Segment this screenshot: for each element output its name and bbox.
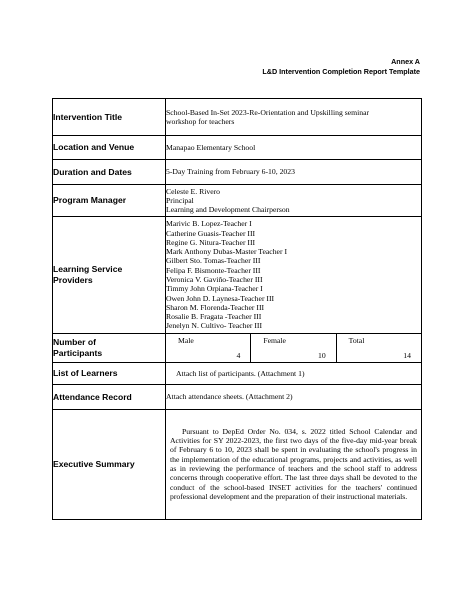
row-intervention-title <box>53 99 422 136</box>
attendance-label: Attendance Record <box>53 385 166 410</box>
program-manager-line: Celeste E. Rivero <box>166 186 221 196</box>
provider-item: Gilbert Sto. Tomas-Teacher III <box>166 256 261 266</box>
male-label: Male <box>178 336 194 345</box>
provider-item: Regine G. Nitura-Teacher III <box>166 237 256 247</box>
total-count: 14 <box>403 350 411 360</box>
intervention-title-label: Intervention Title <box>53 99 166 136</box>
provider-item: Sharon M. Florenda-Teacher III <box>166 302 265 312</box>
template-title: L&D Intervention Completion Report Template <box>262 67 420 76</box>
row-location <box>53 136 422 160</box>
female-label: Female <box>263 336 286 345</box>
page-header <box>262 57 420 77</box>
female-cell <box>251 334 336 362</box>
intervention-title-value <box>166 99 422 136</box>
attendance-value: Attach attendance sheets. (Attachment 2) <box>166 385 422 410</box>
row-duration <box>53 160 422 185</box>
annex-label: Annex A <box>391 57 420 66</box>
provider-item: Veronica V. Gaviño-Teacher III <box>166 275 263 284</box>
provider-item: Marivic B. Lopez-Teacher I <box>166 219 252 229</box>
program-manager-line: Principal <box>166 195 194 205</box>
provider-item: Rosalie B. Fragata -Teacher III <box>166 312 262 322</box>
service-providers-label-line-1: Learning Service <box>53 264 123 274</box>
row-learners <box>53 363 422 385</box>
service-providers-value <box>166 217 422 334</box>
service-providers-label <box>53 217 166 334</box>
total-cell <box>337 334 421 362</box>
learners-label: List of Learners <box>53 363 166 385</box>
provider-item: Jenelyn N. Cultivo- Teacher III <box>166 321 263 331</box>
program-manager-line: Learning and Development Chairperson <box>166 205 290 215</box>
service-providers-label-line-2: Providers <box>53 275 93 285</box>
duration-value: 5-Day Training from February 6-10, 2023 <box>166 160 422 185</box>
report-table <box>52 98 422 520</box>
provider-item: Mark Anthony Dubas-Master Teacher I <box>166 247 288 257</box>
provider-item: Timmy John Orpiana-Teacher I <box>166 284 263 294</box>
executive-summary-value: Pursuant to DepEd Order No. 034, s. 2022 titled School Calendar and Activities for SY 2022-2023, the first two days of the five-day mid-year break of February 6 to 10, 2023 shall be spent in evaluating the school's progress in the implementation of the educational programs, projects and activities, as well as in reviewing the performance of teachers and the school staff to address concerns through cooperative effort. The last three days shall be devoted to the conduct of the school-based INSET activities for the teachers' continued professional development and the preparation of their instructional materials. <box>166 410 422 520</box>
location-label: Location and Venue <box>53 136 166 160</box>
row-service-providers <box>53 217 422 334</box>
participants-grid <box>166 334 421 362</box>
participants-value <box>166 334 422 363</box>
participants-label-line-1: Number of <box>53 337 96 347</box>
participants-label <box>53 334 166 363</box>
provider-item: Owen John D. Laynesa-Teacher III <box>166 293 275 303</box>
intervention-title-line-1: School-Based In-Set 2023-Re-Orientation and Upskilling seminar <box>166 107 370 117</box>
learners-value: Attach list of participants. (Attachment 1) <box>166 363 422 385</box>
female-count: 10 <box>317 350 326 360</box>
male-count: 4 <box>236 350 241 360</box>
total-label: Total <box>348 336 365 345</box>
provider-item: Felipa F. Bismonte-Teacher III <box>166 265 261 275</box>
row-program-manager <box>53 185 422 217</box>
program-manager-label: Program Manager <box>53 185 166 217</box>
program-manager-value <box>166 185 422 217</box>
provider-item: Catherine Guasis-Teacher III <box>166 228 256 238</box>
executive-summary-label: Executive Summary <box>53 410 166 520</box>
participants-label-line-2: Participants <box>53 348 103 358</box>
male-cell <box>166 334 251 362</box>
duration-label: Duration and Dates <box>53 160 166 185</box>
intervention-title-line-2: workshop for teachers <box>166 117 235 126</box>
row-executive-summary <box>53 410 422 520</box>
row-participants <box>53 334 422 363</box>
location-value: Manapao Elementary School <box>166 136 422 160</box>
row-attendance <box>53 385 422 410</box>
